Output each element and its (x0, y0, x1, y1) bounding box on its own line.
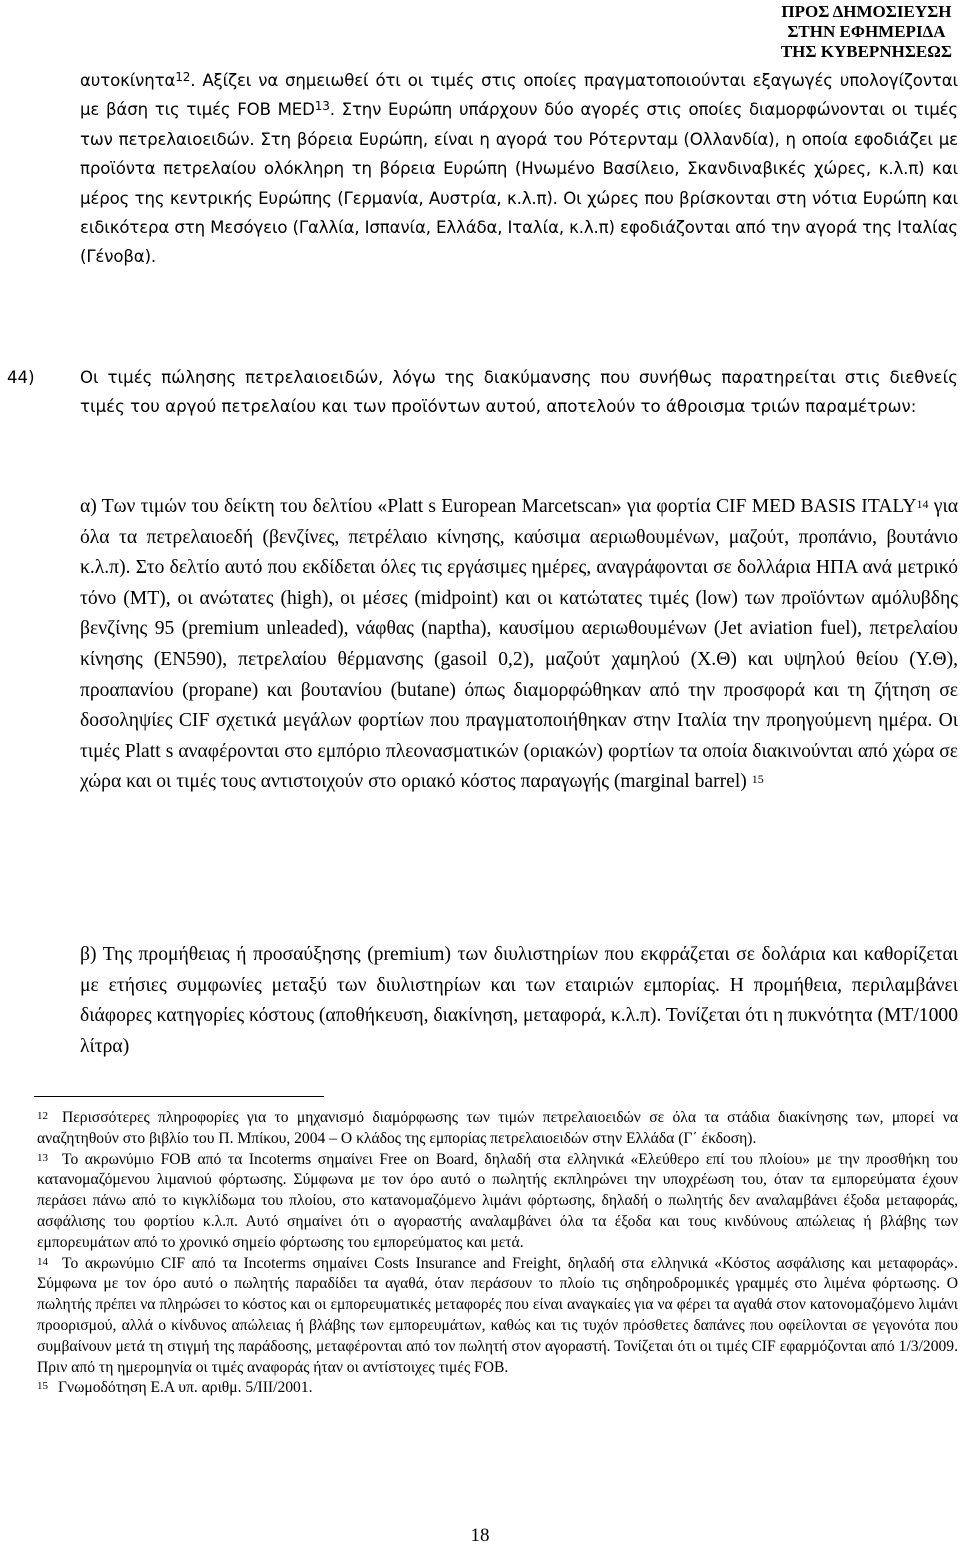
footnote-number: 13 (37, 1151, 48, 1164)
sub-paragraph-b: β) Της προμήθειας ή προσαύξησης (premium) των διυλιστηρίων που εκφράζεται σε δολάρια και καθορίζεται με ετήσιες συμφωνίες μεταξύ των διυλιστηρίων και των εταιριών εμπορίας. Η προμήθεια, περιλαμβάνει διάφορες κατηγορίες κόστους (αποθήκευση, διακίνηση, μεταφορά, κ.λ.π). Τονίζεται ότι η πυκνότητα (ΜΤ/1000 λίτρα) (80, 944, 958, 1057)
footnote-separator (34, 1096, 324, 1097)
footnote-ref-13[interactable]: 13 (314, 99, 330, 114)
footnote-ref-15[interactable]: 15 (751, 772, 764, 787)
footnote-15 (37, 1378, 958, 1399)
footnotes (37, 1108, 958, 1399)
footnote-14 (37, 1254, 958, 1379)
footnote-number: 12 (37, 1110, 48, 1122)
footnote-number: 14 (37, 1255, 48, 1268)
sub-paragraph-a (80, 492, 958, 798)
footnote-ref-14[interactable]: 14 (916, 497, 929, 511)
page-number: 18 (470, 1525, 490, 1546)
intro-paragraph (80, 66, 958, 272)
stamp-line-2: ΣΤΗΝ ΕΦΗΜΕΡΙΔΑ (787, 22, 946, 41)
intro-text-3: . Στην Ευρώπη υπάρχουν δύο αγορές στις οποίες διαμορφώνονται οι τιμές των πετρελαιοειδών. Στη βόρεια Ευρώπη, είναι η αγορά του Ρότερνταμ (Ολλανδία), η οποία εφοδιάζει με προϊόντα πετρελαίου ολόκληρη τη βόρεια Ευρώπη (Ηνωμένο Βασίλειο, Σκανδιναβικές χώρες, κ.λ.π) και μέρος της κεντρικής Ευρώπης (Γερμανία, Αυστρία, κ.λ.π). Οι χώρες που βρίσκονται στη νότια Ευρώπη και ειδικότερα στη Μεσόγειο (Γαλλία, Ισπανία, Ελλάδα, Ιταλία, κ.λ.π) εφοδιάζονται από την αγορά της Ιταλίας (Γένοβα). (80, 100, 959, 267)
intro-text-2: . Αξίζει να σημειωθεί ότι οι τιμές στις οποίες πραγματοποιούνται εξαγωγές υπολογίζονται με βάση τις τιμές FOB MED (80, 71, 958, 120)
sub-a-text-2: για όλα τα πετρελαιοεδή (βενζίνες, πετρέλαιο κίνησης, καύσιμα αεριωθουμένων, μαζούτ, προπάνιο, βουτάνιο κ.λ.π). Στο δελτίο αυτό που εκδίδεται όλες τις εργάσιμες ημέρες, αναγράφονται σε δολλάρια ΗΠΑ ανά μετρικό τόνο (ΜΤ), οι ανώτατες (high), οι μέσες (midpoint) και οι κατώτατες τιμές (low) των προϊόντων αμόλυβδης βενζίνης 95 (premium unleaded), νάφθας (naptha), καυσίμου αεριωθουμένων (Jet aviation fuel), πετρελαίου κίνησης (ΕΝ590), πετρελαίου θέρμανσης (gasoil 0,2), μαζούτ χαμηλού (Χ.Θ) και υψηλού θείου (Υ.Θ), προαπανίου (propane) και βουτανίου (butane) όπως διαμορφώθηκαν από την προσφορά και τη ζήτηση σε δοσοληψίες CIF σχετικά μεγάλων φορτίων που πραγματοποιήθηκαν στην Ιταλία την προηγούμενη ημέρα. Οι τιμές Platt s αναφέρονται στο εμπόριο πλεονασματικών (οριακών) φορτίων τα οποία διακινούνται από χώρα σε χώρα και οι τιμές τους αντιστοιχούν στο οριακό κόστος παραγωγής (marginal barrel) (80, 496, 958, 793)
sub-a-text-1: α) Των τιμών του δείκτη του δελτίου «Platt s European Marcetscan» για φορτία CIF MED BASIS ITALY (80, 496, 917, 517)
footnote-13 (37, 1150, 958, 1254)
footnote-text: Περισσότερες πληροφορίες για το μηχανισμό διαμόρφωσης των τιμών πετρελαιοειδών σε όλα τα στάδια διακίνησης των, μπορεί να αναζητηθούν στο βιβλίο του Π. Μπίκου, 2004 – Ο κλάδος της εμπορίας πετρελαιοειδών στην Ελλάδα (Γ΄ έκδοση). (37, 1109, 958, 1147)
footnote-number: 15 (37, 1380, 48, 1393)
stamp-line-1: ΠΡΟΣ ΔΗΜΟΣΙΕΥΣΗ (781, 2, 952, 21)
paragraph-44-text: Οι τιμές πώλησης πετρελαιοειδών, λόγω της διακύμανσης που συνήθως παρατηρείται στις διεθνείς τιμές του αργού πετρελαίου και των προϊόντων αυτού, αποτελούν το άθροισμα τριών παραμέτρων: (80, 368, 958, 416)
footnote-text: Το ακρωνύμιο FOB από τα Incoterms σημαίνει Free on Board, δηλαδή στα ελληνικά «Ελεύθερο επί του πλοίου» με την προσθήκη του κατανομαζόμενου λιμανιού φόρτωσης. Σύμφωνα με τον όρο αυτό ο πωλητής εκπληρώνει την υποχρέωση του, όταν τα εμπορεύματα έχουν περάσει πάνω από το κιγκλίδωμα του πλοίου, στο κατανομαζόμενο λιμάνι φόρτωσης, δηλαδή ο πωλητής δεν αναλαμβάνει έξοδα μεταφοράς, ασφάλισης του φορτίου κ.λ.π. Αυτό σημαίνει ότι ο αγοραστής αναλαμβάνει όλα τα έξοδα και τους κινδύνους απώλειας ή βλάβης των εμπορευμάτων από το χρονικό σημείο φόρτωσης του εμπορεύματος και μετά. (37, 1150, 958, 1251)
footnote-text: Γνωμοδότηση Ε.Α υπ. αριθμ. 5/ΙΙΙ/2001. (58, 1379, 313, 1397)
intro-text-1: αυτοκίνητα (80, 71, 176, 90)
footnote-ref-12[interactable]: 12 (175, 70, 191, 84)
footnote-12 (37, 1108, 958, 1150)
stamp-line-3: ΤΗΣ ΚΥΒΕΡΝΗΣΕΩΣ (780, 42, 952, 61)
publication-stamp (781, 2, 952, 62)
footnote-text: Το ακρωνύμιο CIF από τα Incoterms σημαίνει Costs Insurance and Freight, δηλαδή στα ελληνικά «Κόστος ασφάλισης και μεταφοράς». Σύμφωνα με τον όρο αυτό ο πωλητής παραδίδει τα αγαθά, όταν περάσουν το πλοίο τις σηδηροδρομικές γραμμές στο λιμένα φόρτωσης. Ο πωλητής πρέπει να πληρώσει το κόστος και οι εμπορευματικές μεταφορές που είναι αναγκαίες για να φέρει τα αγαθά στον κατονομαζόμενο λιμάνι προορισμού, αλλά ο κίνδυνος απώλειας ή βλάβης των εμπορευμάτων, καθώς και τις τυχόν πρόσθετες δαπάνες που οφείλονται σε γεγονότα που συμβαίνουν μετά τη στιγμή της παράδοσης, μεταφέρονται από τον πωλητή στον αγοραστή. Τονίζεται ότι οι τιμές CIF εφαρμόζονται από 1/3/2009. Πριν από τη ημερομηνία οι τιμές αναφοράς ήταν οι αντίστοιχες τιμές FOB. (37, 1254, 958, 1376)
paragraph-number: 44) (7, 368, 35, 387)
